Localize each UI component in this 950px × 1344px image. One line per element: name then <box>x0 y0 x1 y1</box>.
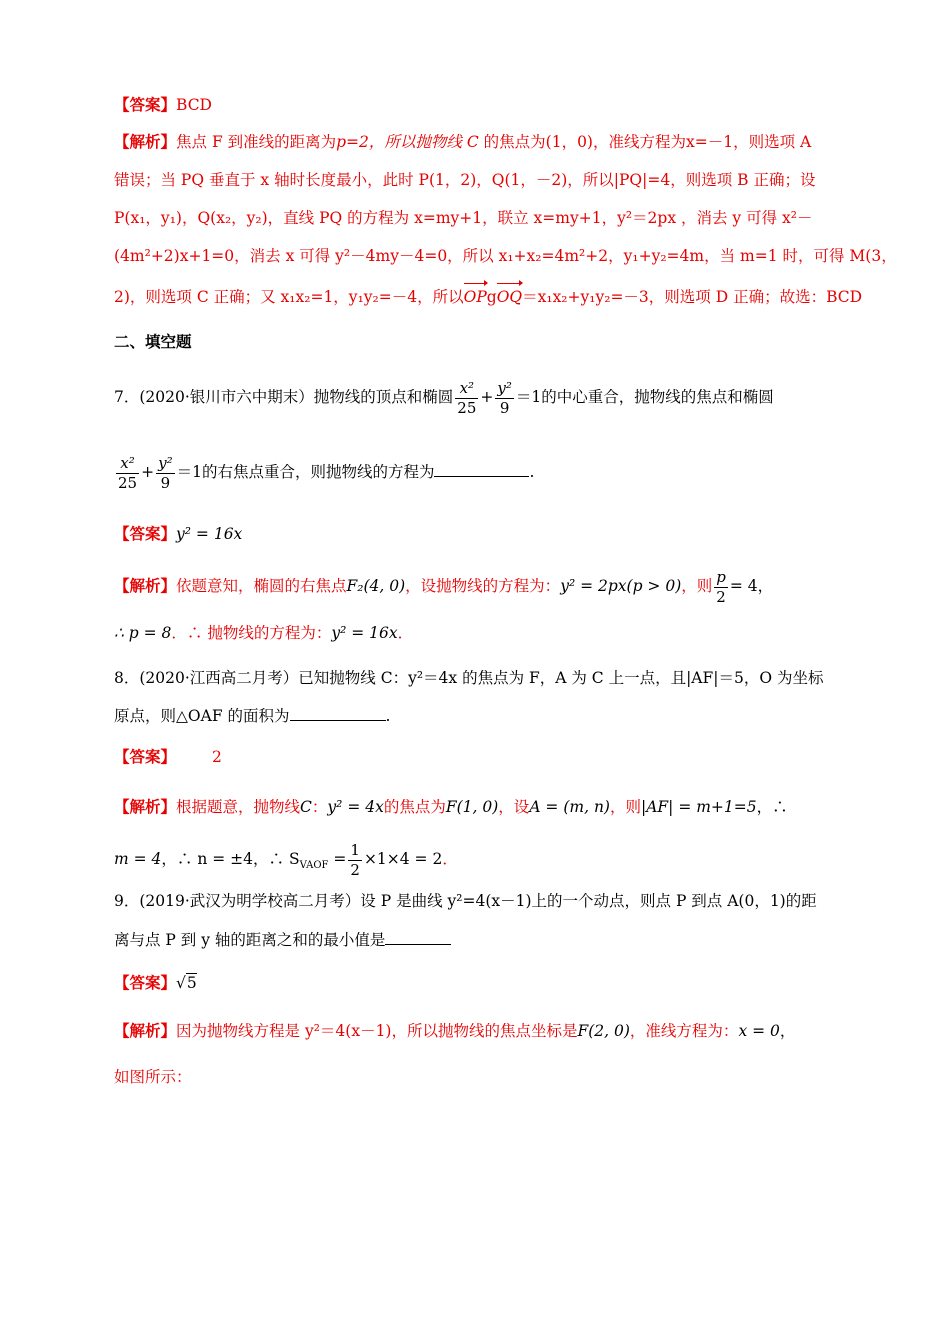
q7-analysis-line-2 <box>114 622 840 644</box>
question-text: ＝1 <box>176 463 202 481</box>
subscript: VAOF <box>299 860 329 872</box>
q6-analysis-line-3: P(x₁，y₁)，Q(x₂，y₂)，直线 PQ 的方程为 x=my+1，联立 x=my+1，y²＝2px ，消去 y 可得 x²－ <box>114 209 813 227</box>
denominator: 9 <box>499 398 510 417</box>
question-text: 的中心重合，抛物线的焦点和椭圆 <box>541 388 774 406</box>
radicand: 5 <box>186 974 197 992</box>
q9-analysis-line-2: 如图所示： <box>114 1068 192 1086</box>
q8-stem-line-1: 8．(2020·江西高二月考）已知抛物线 C：y²＝4x 的焦点为 F，A 为 C 上一点，且|AF|＝5，O 为坐标 <box>114 669 824 687</box>
q6-answer-line <box>114 94 840 116</box>
analysis-math: ，∴ S <box>253 850 300 868</box>
answer-label: 【答案】 <box>114 524 177 543</box>
q9-stem-line-1: 9．(2019·武汉为明学校高二月考）设 P 是曲线 y²=4(x－1)上的一个动点，则点 P 到点 A(0，1)的距 <box>114 892 817 910</box>
section-title: 二、填空题 <box>114 332 192 351</box>
analysis-text: ， <box>779 1022 796 1040</box>
answer-blank <box>434 460 529 477</box>
analysis-math: = <box>328 850 347 868</box>
q9-analysis-line-1 <box>114 1020 840 1042</box>
analysis-math: |AF| = m+1=5 <box>641 798 757 816</box>
fraction <box>714 567 728 606</box>
q7-answer-line <box>114 523 840 545</box>
analysis-text: ．∴ 抛物线的方程为： <box>171 624 332 642</box>
sqrt-symbol: √5 <box>176 974 197 992</box>
numerator: x² <box>455 381 478 399</box>
analysis-label: 【解析】 <box>114 797 177 816</box>
q7-stem-line-1 <box>114 373 840 421</box>
analysis-text: ，∴ <box>756 798 788 816</box>
analysis-text: 的焦点为(1，0)，准线方程为 <box>483 133 686 151</box>
analysis-math: ，∴ n = ±4 <box>161 850 254 868</box>
analysis-math: ∴ p = 8 <box>114 624 172 642</box>
answer-label: 【答案】 <box>114 95 177 114</box>
analysis-label: 【解析】 <box>114 1021 177 1040</box>
analysis-text: 的焦点为 <box>383 798 446 816</box>
q8-analysis-line-2 <box>114 839 840 879</box>
analysis-text: g <box>486 288 497 306</box>
analysis-math: ×1×4 = 2 <box>363 850 443 868</box>
question-text: . <box>529 463 535 481</box>
q6-analysis-line-2: 错误；当 PQ 垂直于 x 轴时长度最小，此时 P(1，2)，Q(1，－2)，所以|PQ|=4，则选项 B 正确；设 <box>114 171 816 189</box>
analysis-text: ． <box>442 850 458 868</box>
analysis-text: 根据题意，抛物线 <box>176 798 301 816</box>
q7-analysis-line-1 <box>114 566 840 606</box>
analysis-math: F(2, 0) <box>577 1022 630 1040</box>
analysis-text: 依题意知，椭圆的右焦点 <box>176 577 347 595</box>
fraction <box>116 453 139 492</box>
analysis-text: ： <box>311 798 328 816</box>
denominator: 25 <box>457 398 477 417</box>
question-text: . <box>385 707 391 725</box>
question-text: 原点，则△OAF 的面积为 <box>114 707 290 725</box>
analysis-text: 2)，则选项 C 正确；又 x₁x₂=1，y₁y₂=－4，所以 <box>114 288 464 306</box>
analysis-text: 焦点 F 到准线的距离为 <box>176 133 337 151</box>
analysis-math: C <box>300 798 312 816</box>
q8-analysis-line-1 <box>114 796 840 818</box>
analysis-math: F(1, 0) <box>445 798 499 816</box>
answer-value: 2 <box>212 748 222 766</box>
answer-blank <box>290 704 386 721</box>
question-text: 的右焦点重合，则抛物线的方程为 <box>201 463 435 481</box>
q8-stem-line-2 <box>114 704 840 727</box>
question-text: 7．(2020·银川市六中期末）抛物线的顶点和椭圆 <box>114 388 454 406</box>
plus-sign: + <box>480 388 494 406</box>
q9-stem-line-2 <box>114 928 840 951</box>
vector-op: OP <box>463 288 487 306</box>
analysis-math: F₂(4, 0) <box>346 577 406 595</box>
answer-label: 【答案】 <box>114 973 177 992</box>
analysis-label: 【解析】 <box>114 132 177 151</box>
analysis-math: m = 4 <box>114 850 162 868</box>
analysis-math: y² = 2px(p > 0) <box>560 577 682 595</box>
fraction <box>455 378 478 417</box>
vector-oq: OQ <box>496 288 523 306</box>
analysis-text: ，准线方程为： <box>629 1022 739 1040</box>
analysis-text: p=2，所以抛物线 <box>336 133 462 151</box>
answer-value: y² = 16x <box>176 525 243 543</box>
q6-analysis-line-4: (4m²+2)x+1=0，消去 x 可得 y²－4my－4=0，所以 x₁+x₂=4m²+2，y₁+y₂=4m，当 m=1 时，可得 M(3， <box>114 247 897 265</box>
q6-analysis-line-1 <box>114 131 840 153</box>
numerator: 1 <box>350 840 360 859</box>
fraction <box>156 453 175 492</box>
analysis-text: C <box>466 133 479 151</box>
q7-stem-line-2 <box>114 448 840 496</box>
numerator: p <box>716 567 726 586</box>
analysis-math: y² = 16x <box>331 624 398 642</box>
denominator: 2 <box>716 587 726 606</box>
analysis-math: y² = 4x <box>327 798 384 816</box>
analysis-label: 【解析】 <box>114 576 177 595</box>
analysis-text: ，则 <box>609 798 641 816</box>
denominator: 2 <box>350 860 360 879</box>
fraction <box>348 840 362 879</box>
numerator: y² <box>158 453 173 472</box>
denominator: 9 <box>160 473 171 492</box>
q8-answer-line <box>114 746 840 768</box>
analysis-math: x = 0 <box>738 1022 780 1040</box>
answer-label: 【答案】 <box>114 747 177 766</box>
numerator: x² <box>116 456 139 474</box>
analysis-math: A = (m, n) <box>529 798 610 816</box>
question-text: ＝1 <box>515 388 542 406</box>
answer-value: BCD <box>176 96 212 114</box>
analysis-text: ，设 <box>498 798 530 816</box>
answer-blank <box>385 928 451 945</box>
fraction <box>495 378 514 417</box>
analysis-text: 因为抛物线方程是 y²＝4(x－1)，所以抛物线的焦点坐标是 <box>176 1022 578 1040</box>
analysis-text: ＝x₁x₂+y₁y₂=－3，则选项 D 正确；故选：BCD <box>522 288 863 306</box>
analysis-text: ，设抛物线的方程为： <box>405 577 561 595</box>
numerator: y² <box>497 378 512 397</box>
plus-sign: + <box>141 463 155 481</box>
analysis-text: ，则 <box>681 577 713 595</box>
analysis-math: = 4， <box>729 577 774 595</box>
analysis-text: ． <box>397 624 414 642</box>
q9-answer-line <box>114 972 840 994</box>
q6-analysis-line-5 <box>114 286 863 308</box>
denominator: 25 <box>118 473 138 492</box>
question-text: 离与点 P 到 y 轴的距离之和的最小值是 <box>114 931 386 949</box>
analysis-text: x=－1，则选项 A <box>685 133 812 151</box>
